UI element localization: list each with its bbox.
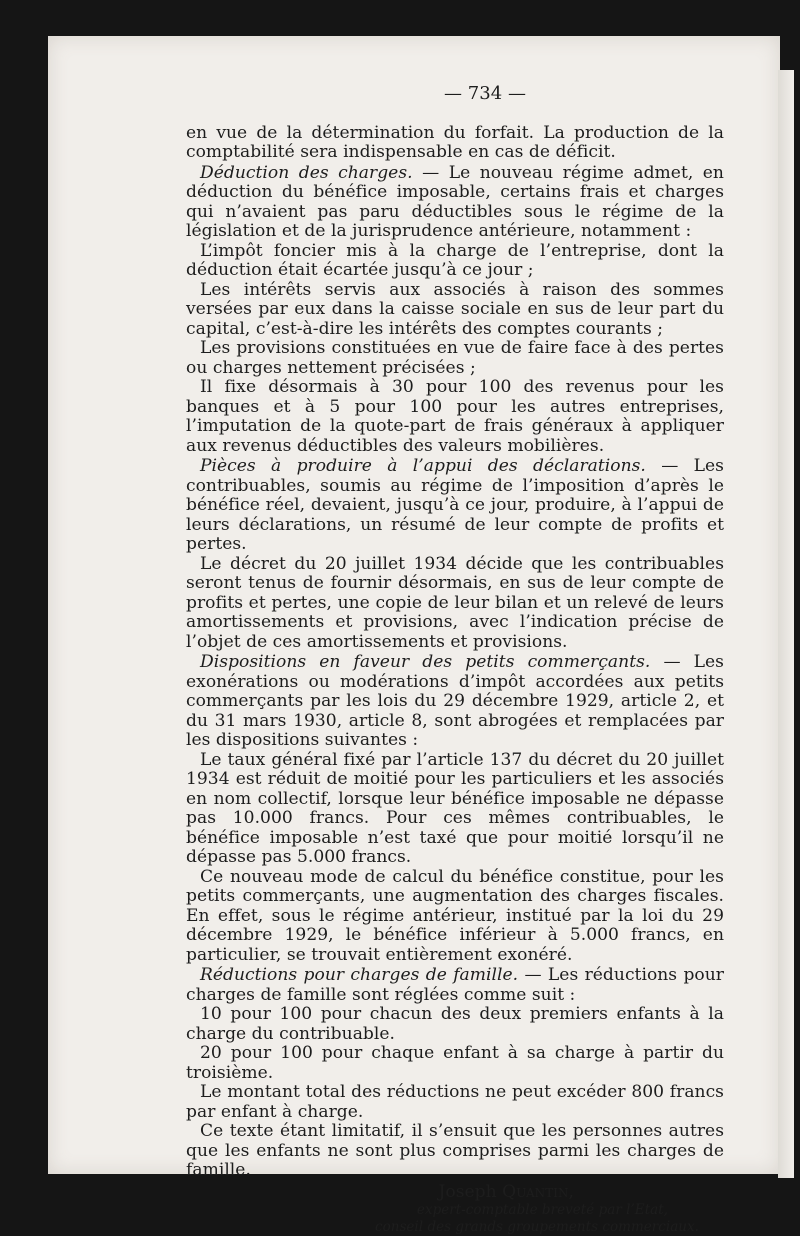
author-first-name: Joseph bbox=[438, 1181, 497, 1202]
section-petits-commercants bbox=[186, 653, 724, 751]
paragraph-taux-general bbox=[186, 751, 724, 868]
section-heading: Dispositions en faveur des petits commerçants. bbox=[200, 652, 651, 672]
paragraph-text: Le décret du 20 juillet 1934 décide que les contribuables seront tenus de fournir désormais, en sus de leur compte de profits et pertes, une copie de leur bilan et un relevé de leurs amortissements et provisions, avec l’indication précise de l’objet de ces amortissements et provisions. bbox=[186, 553, 724, 652]
paragraph-text: Le montant total des réductions ne peut excéder 800 francs par enfant à charge. bbox=[186, 1082, 724, 1122]
section-heading: Pièces à produire à l’appui des déclarations. bbox=[200, 456, 646, 476]
author-role-line-2: conseil des grands groupements commerciaux. bbox=[374, 1219, 699, 1235]
section-text: — Le nouveau régime admet, en déduction du bénéfice imposable, certains frais et charges qui n’avaient pas paru déductibles sous le régime de la législation et de la jurisprudence antérieure, notamment : bbox=[186, 162, 724, 241]
paragraph-1-text: en vue de la détermination du forfait. La production de la comptabilité sera indispensable en cas de déficit. bbox=[186, 122, 724, 162]
author-role-line-1: expert-comptable breveté par l’Etat, bbox=[416, 1202, 668, 1218]
paragraph-vingt-pour-cent bbox=[186, 1044, 724, 1083]
paragraph-decret-1934 bbox=[186, 555, 724, 653]
section-heading: Réductions pour charges de famille. bbox=[200, 965, 519, 985]
paragraph-provisions bbox=[186, 339, 724, 378]
section-text: — Les contribuables, soumis au régime de l’imposition d’après le bénéfice réel, devaient, jusqu’à ce jour, produire, à l’appui de leurs déclarations, un résumé de leur compte de profits et pertes. bbox=[186, 456, 724, 554]
section-deduction-charges bbox=[186, 164, 724, 242]
paragraph-texte-limitatif bbox=[186, 1122, 724, 1181]
document-content bbox=[186, 84, 724, 1236]
page-number: — 734 — bbox=[443, 83, 526, 104]
paragraph-text: Le taux général fixé par l’article 137 du décret du 20 juillet 1934 est réduit de moitié pour les particuliers et les associés en nom collectif, lorsque leur bénéfice imposable ne dépasse pas 10.000 francs. Pour ces mêmes contribuables, le bénéfice imposable n’est taxé que pour moitié lorsqu’il ne dépasse pas 5.000 francs. bbox=[186, 749, 724, 867]
paragraph-text: Les provisions constituées en vue de faire face à des pertes ou charges nettement précisées ; bbox=[186, 338, 724, 378]
paragraph-text: Ce texte étant limitatif, il s’ensuit que les personnes autres que les enfants ne sont plus comprises parmi les charges de famille. bbox=[186, 1121, 724, 1180]
section-heading: Déduction des charges. bbox=[200, 162, 413, 183]
paragraph-montant-total bbox=[186, 1083, 724, 1122]
paragraph-text: Il fixe désormais à 30 pour 100 des revenus pour les banques et à 5 pour 100 pour les autres entreprises, l’imputation de la quote-part de frais généraux à appliquer aux revenus déductibles des valeurs mobilières. bbox=[186, 377, 724, 456]
section-pieces-a-produire bbox=[186, 457, 724, 555]
paragraph-text: Ce nouveau mode de calcul du bénéfice constitue, pour les petits commerçants, une augmentation des charges fiscales. En effet, sous le régime antérieur, institué par la loi du 29 décembre 1929, le bénéfice inférieur à 5.000 francs, en particulier, se trouvait entièrement exonéré. bbox=[186, 866, 724, 965]
paragraph-text: Les intérêts servis aux associés à raison des sommes versées par eux dans la caisse sociale en sus de leur part du capital, c’est-à-dire les intérêts des comptes courants ; bbox=[186, 279, 724, 339]
paragraph-interets bbox=[186, 281, 724, 340]
author-signature bbox=[186, 1183, 724, 1203]
paragraph-dix-pour-cent bbox=[186, 1005, 724, 1044]
paragraph-text: 10 pour 100 pour chacun des deux premiers enfants à la charge du contribuable. bbox=[186, 1004, 724, 1044]
page-right-edge bbox=[778, 70, 794, 1178]
author-last-name: Quantin, bbox=[502, 1181, 574, 1202]
paragraph-text: L’impôt foncier mis à la charge de l’entreprise, dont la déduction était écartée jusqu’à ce jour ; bbox=[186, 240, 724, 280]
paragraph-1 bbox=[186, 124, 724, 163]
section-text: — Les exonérations ou modérations d’impôt accordées aux petits commerçants par les lois du 29 décembre 1929, article 2, et du 31 mars 1930, article 8, sont abrogées et remplacées par les dispositions suivantes : bbox=[186, 652, 724, 750]
paragraph-frais-generaux bbox=[186, 378, 724, 456]
paragraph-impot-foncier bbox=[186, 242, 724, 281]
section-reductions-famille bbox=[186, 966, 724, 1005]
section-text: — Les réductions pour charges de famille sont réglées comme suit : bbox=[186, 965, 724, 1005]
paragraph-text: 20 pour 100 pour chaque enfant à sa charge à partir du troisième. bbox=[186, 1043, 724, 1083]
paragraph-nouveau-mode bbox=[186, 868, 724, 966]
